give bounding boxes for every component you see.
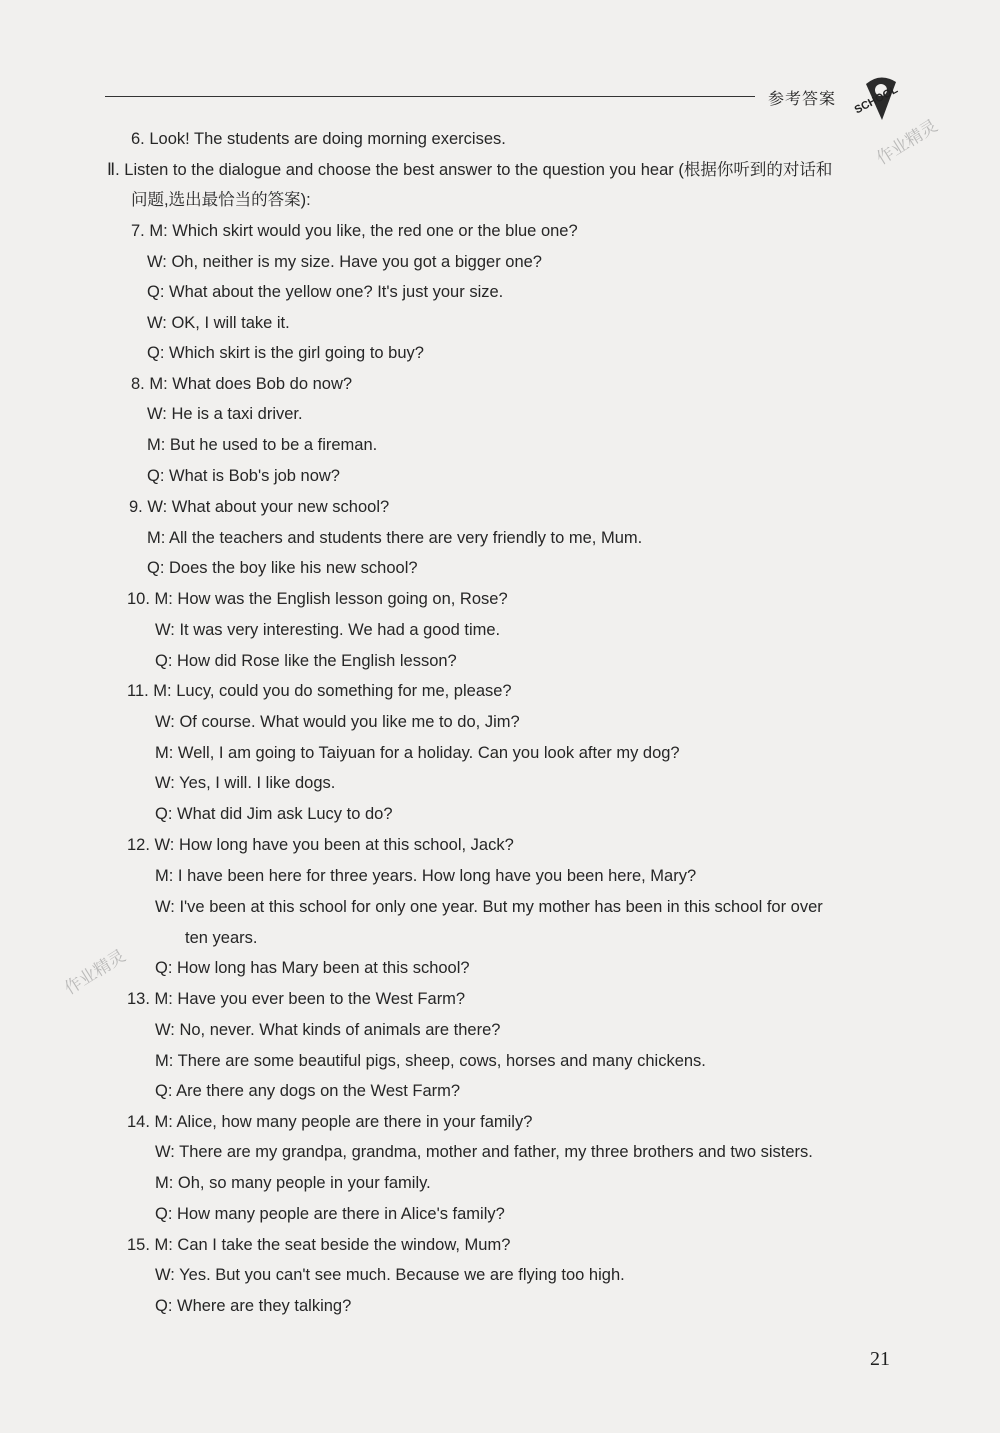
text-line: 11. M: Lucy, could you do something for me, please? xyxy=(127,682,512,700)
text-line: W: No, never. What kinds of animals are there? xyxy=(155,1021,501,1039)
text-line: M: I have been here for three years. How long have you been here, Mary? xyxy=(155,867,697,885)
text-line: Q: Which skirt is the girl going to buy? xyxy=(147,344,424,362)
text-line: Q: How long has Mary been at this school? xyxy=(155,959,470,977)
text-line: M: There are some beautiful pigs, sheep, cows, horses and many chickens. xyxy=(155,1052,706,1070)
text-line: 10. M: How was the English lesson going on, Rose? xyxy=(127,590,508,608)
watermark-top: 作业精灵 xyxy=(873,116,942,170)
text-line: 6. Look! The students are doing morning exercises. xyxy=(131,130,506,148)
text-line: W: OK, I will take it. xyxy=(147,314,290,332)
section-heading: Ⅱ. Listen to the dialogue and choose the best answer to the question you hear (根据你听到的对话和 xyxy=(107,161,833,179)
header-title: 参考答案 xyxy=(768,89,837,108)
text-line: Q: What is Bob's job now? xyxy=(147,467,340,485)
text-line: 7. M: Which skirt would you like, the red one or the blue one? xyxy=(131,222,578,240)
text-line: Q: What about the yellow one? It's just your size. xyxy=(147,283,504,301)
logo-text: SCHOOL xyxy=(852,83,900,117)
text-line: 12. W: How long have you been at this school, Jack? xyxy=(127,836,514,854)
watermark-left: 作业精灵 xyxy=(61,946,130,1000)
text-line: Q: How many people are there in Alice's family? xyxy=(155,1205,505,1223)
text-line: Q: Does the boy like his new school? xyxy=(147,559,418,577)
text-line: Q: What did Jim ask Lucy to do? xyxy=(155,805,393,823)
text-line: M: Well, I am going to Taiyuan for a holiday. Can you look after my dog? xyxy=(155,744,680,762)
text-line: M: All the teachers and students there are very friendly to me, Mum. xyxy=(147,529,643,547)
text-line: W: I've been at this school for only one year. But my mother has been in this school for over xyxy=(155,898,823,916)
header-rule xyxy=(105,96,755,97)
text-line: 14. M: Alice, how many people are there in your family? xyxy=(127,1113,533,1131)
section-heading-cont: 问题,选出最恰当的答案): xyxy=(131,191,311,209)
school-pin-logo xyxy=(848,70,912,130)
text-line: 13. M: Have you ever been to the West Farm? xyxy=(127,990,466,1008)
text-line: 8. M: What does Bob do now? xyxy=(131,375,353,393)
text-line: M: Oh, so many people in your family. xyxy=(155,1174,431,1192)
text-line: W: It was very interesting. We had a good time. xyxy=(155,621,501,639)
text-line: W: Yes, I will. I like dogs. xyxy=(155,774,336,792)
text-line: W: There are my grandpa, grandma, mother and father, my three brothers and two sisters. xyxy=(155,1143,813,1161)
text-line: ten years. xyxy=(185,929,258,947)
text-line: W: Oh, neither is my size. Have you got a bigger one? xyxy=(147,253,542,271)
text-line: W: Of course. What would you like me to do, Jim? xyxy=(155,713,520,731)
page-number: 21 xyxy=(870,1348,890,1370)
text-line: 15. M: Can I take the seat beside the window, Mum? xyxy=(127,1236,511,1254)
text-line: Q: Are there any dogs on the West Farm? xyxy=(155,1082,461,1100)
text-line: M: But he used to be a fireman. xyxy=(147,436,378,454)
text-line: Q: How did Rose like the English lesson? xyxy=(155,652,457,670)
text-line: W: He is a taxi driver. xyxy=(147,405,303,423)
text-line: Q: Where are they talking? xyxy=(155,1297,352,1315)
text-line: 9. W: What about your new school? xyxy=(129,498,390,516)
text-line: W: Yes. But you can't see much. Because we are flying too high. xyxy=(155,1266,625,1284)
